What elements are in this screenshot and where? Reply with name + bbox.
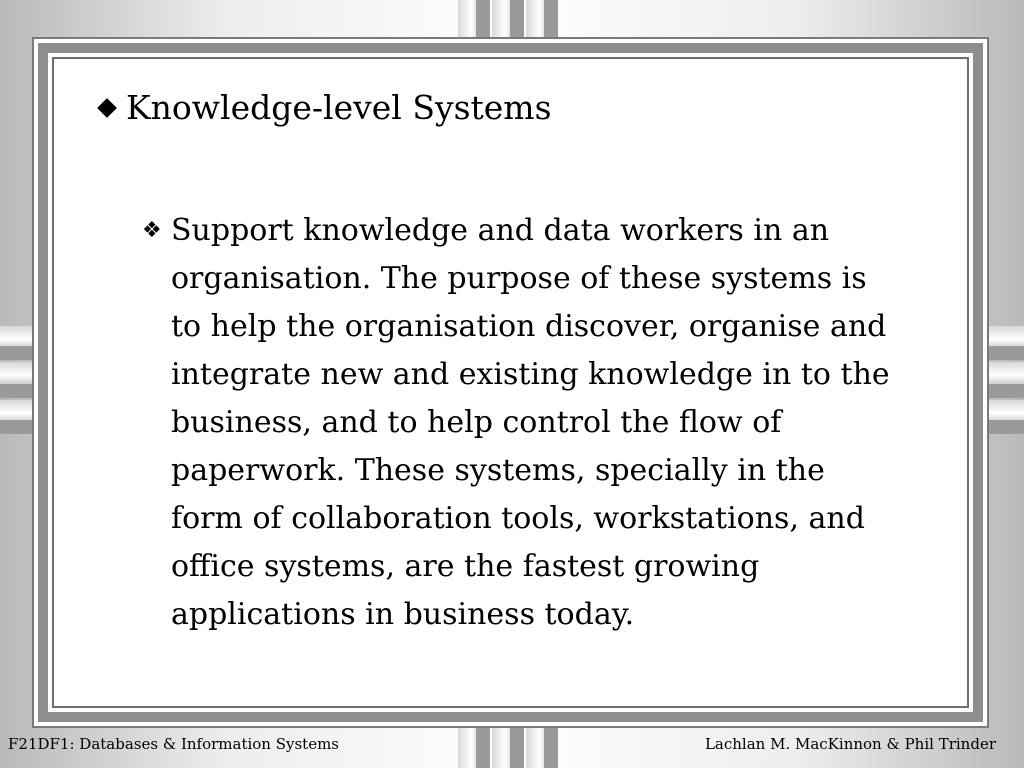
body-line: form of collaboration tools, workstations, and — [171, 501, 865, 536]
body-line: organisation. The purpose of these systems is — [171, 261, 867, 296]
body-line: office systems, are the fastest growing — [171, 549, 760, 584]
body-line: ❖ Support knowledge and data workers in an — [142, 207, 952, 255]
body-line: business, and to help control the flow of — [171, 405, 782, 440]
slide-body — [142, 207, 952, 639]
footer-authors: Lachlan M. MacKinnon & Phil Trinder — [704, 735, 996, 753]
body-line: paperwork. These systems, specially in the — [171, 453, 825, 488]
body-line: to help the organisation discover, organise and — [171, 309, 887, 344]
diamond-bullet-icon — [97, 98, 117, 118]
footer-course-title: F21DF1: Databases & Information Systems — [8, 735, 340, 753]
four-diamond-bullet-icon: ❖ — [142, 218, 162, 243]
slide-heading — [92, 88, 552, 127]
body-line: applications in business today. — [171, 597, 635, 632]
body-line: integrate new and existing knowledge in to the — [171, 357, 890, 392]
heading-text: Knowledge-level Systems — [126, 88, 552, 127]
